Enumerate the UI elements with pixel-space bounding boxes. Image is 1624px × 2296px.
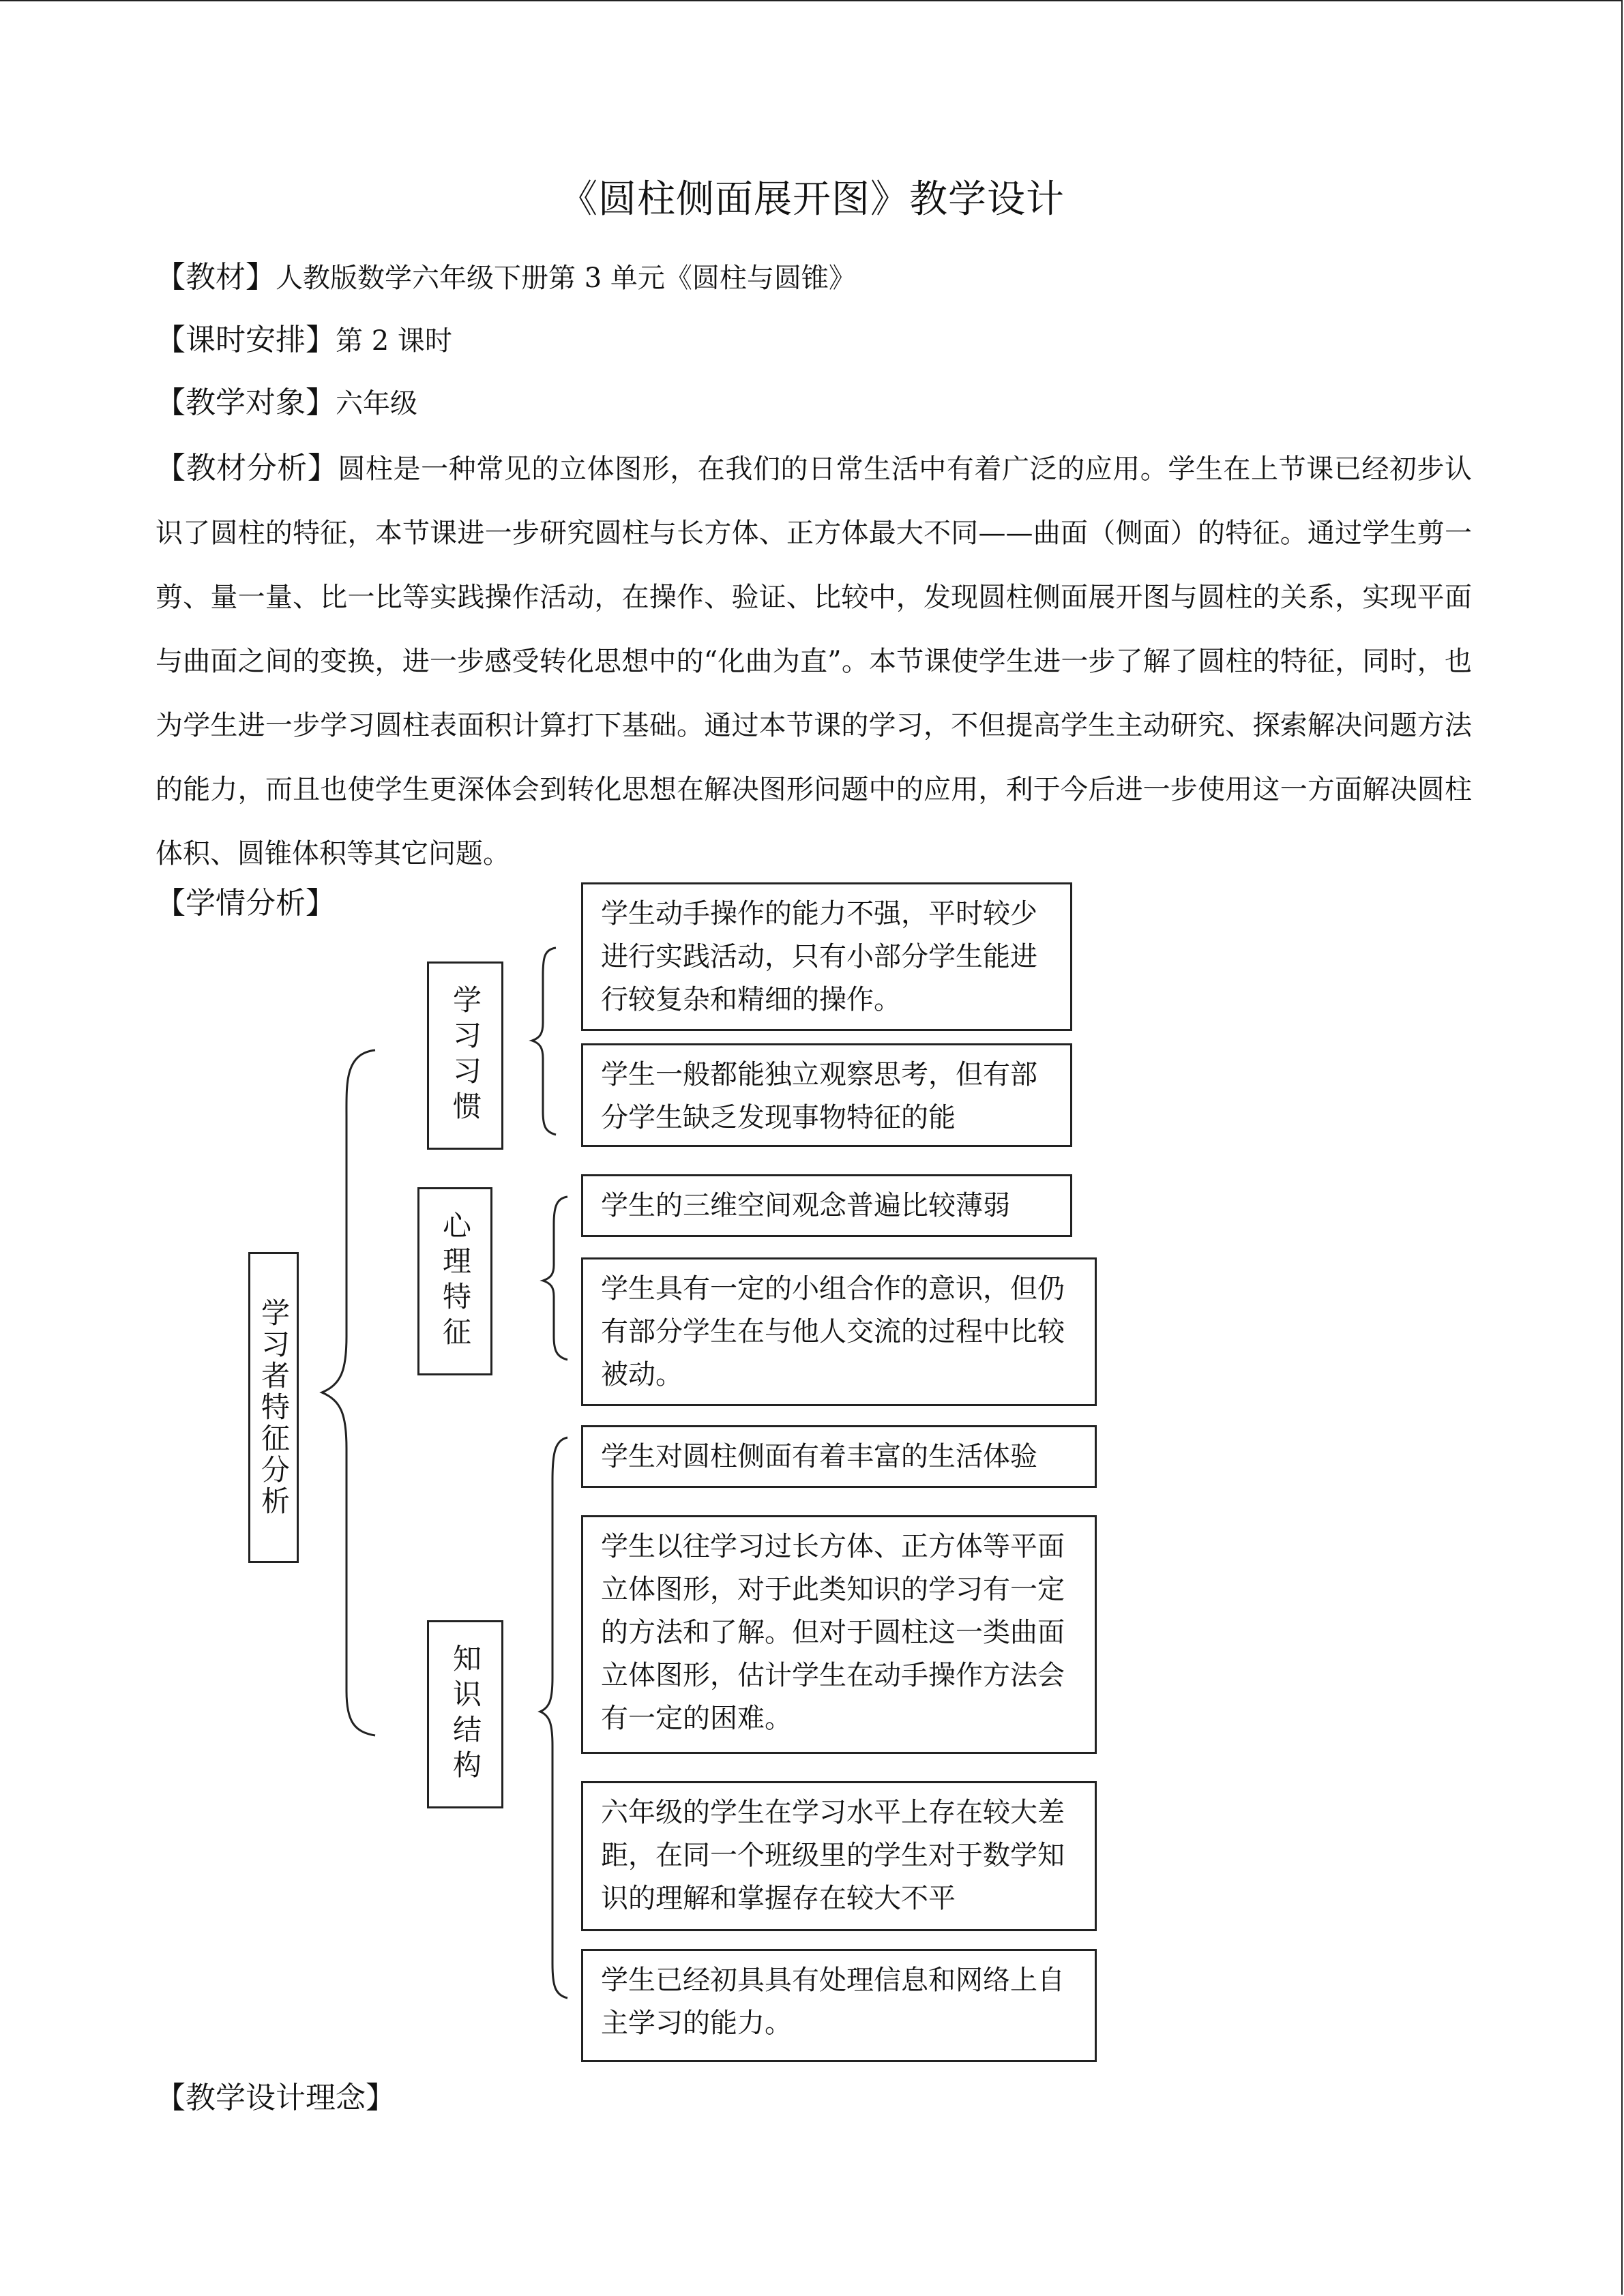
- group-box-habits: [427, 961, 503, 1150]
- knowledge-note-3: 六年级的学生在学习水平上存在较大差距，在同一个班级里的学生对于数学知识的理解和掌握存在较大不平: [581, 1781, 1097, 1931]
- analysis-text: 圆柱是一种常见的立体图形，在我们的日常生活中有着广泛的应用。学生在上节课已经初步认识了圆柱的特征，本节课进一步研究圆柱与长方体、正方体最大不同——曲面（侧面）的特征。通过学生剪一剪、量一量、比一比等实践操作活动，在操作、验证、比较中，发现圆柱侧面展开图与圆柱的关系，实现平面与曲面之间的变换，进一步感受转化思想中的“化曲为直”。本节课使学生进一步了解了圆柱的特征，同时，也为学生进一步学习圆柱表面积计算打下基础。通过本节课的学习，不但提高学生主动研究、探索解决问题方法的能力，而且也使学生更深体会到转化思想在解决图形问题中的应用，利于今后进一步使用这一方面解决圆柱体积、圆锥体积等其它问题。: [156, 453, 1473, 869]
- habit-brace: [532, 948, 556, 1135]
- learner-analysis-heading: 【学情分析】: [156, 886, 336, 921]
- group-label-habits: 学习习惯: [449, 985, 482, 1127]
- analysis-label: 【教材分析】: [156, 451, 338, 486]
- knowledge-note-4: 学生已经初具具有处理信息和网络上自主学习的能力。: [581, 1949, 1097, 2062]
- group-box-knowledge: [427, 1620, 503, 1808]
- textbook-value: 人教版数学六年级下册第 3 单元《圆柱与圆锥》: [276, 263, 856, 294]
- habit-note-1: 学生动手操作的能力不强，平时较少进行实践活动，只有小部分学生能进行较复杂和精细的操作。: [581, 882, 1072, 1031]
- knowledge-note-1: 学生对圆柱侧面有着丰富的生活体验: [581, 1425, 1097, 1488]
- group-box-psychology: [417, 1187, 492, 1375]
- knowledge-note-2: 学生以往学习过长方体、正方体等平面立体图形，对于此类知识的学习有一定的方法和了解。但对于圆柱这一类曲面立体图形，估计学生在动手操作方法会有一定的困难。: [581, 1515, 1097, 1754]
- audience-label: 【教学对象】: [156, 385, 336, 420]
- design-concept-heading: 【教学设计理念】: [156, 2081, 396, 2115]
- group-label-psychology: 心理特征: [439, 1210, 472, 1352]
- root-label: 学习者特征分析: [257, 1298, 291, 1517]
- habit-note-2: 学生一般都能独立观察思考，但有部分学生缺乏发现事物特征的能: [581, 1043, 1072, 1147]
- textbook-label: 【教材】: [156, 260, 276, 295]
- knowledge-brace: [540, 1437, 567, 1998]
- group-label-knowledge: 知识结构: [449, 1643, 482, 1785]
- document-title: 《圆柱侧面展开图》教学设计: [559, 177, 1065, 222]
- schedule-label: 【课时安排】: [156, 323, 336, 357]
- psychology-note-2: 学生具有一定的小组合作的意识，但仍有部分学生在与他人交流的过程中比较被动。: [581, 1257, 1097, 1406]
- schedule-value: 第 2 课时: [336, 325, 452, 357]
- root-box: [248, 1252, 299, 1563]
- psychology-note-1: 学生的三维空间观念普遍比较薄弱: [581, 1174, 1072, 1237]
- root-brace: [322, 1050, 375, 1735]
- audience-value: 六年级: [336, 388, 417, 419]
- psychology-brace: [543, 1197, 567, 1360]
